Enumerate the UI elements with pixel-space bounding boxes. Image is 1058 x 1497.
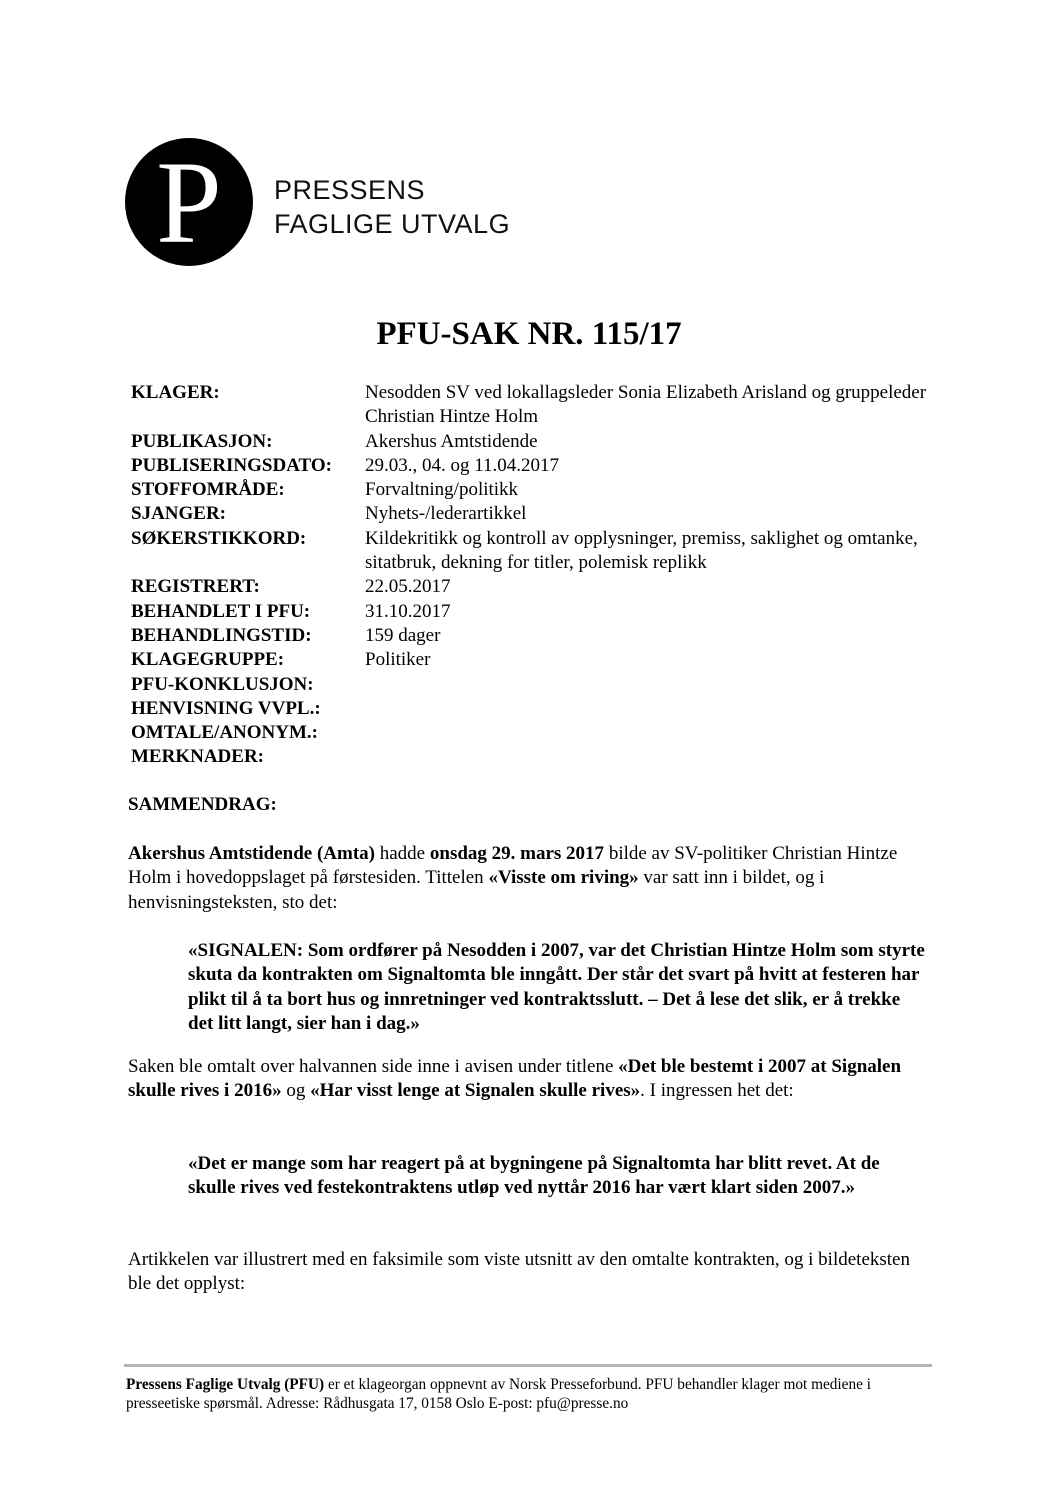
meta-row-behandlingstid: [131, 624, 931, 648]
footer-divider: [124, 1364, 932, 1367]
meta-row-publikasjon: [131, 430, 931, 454]
meta-value: 31.10.2017: [365, 600, 451, 622]
meta-row-klagegruppe: [131, 648, 931, 672]
logo-line-1: PRESSENS: [274, 175, 426, 205]
meta-value: Nyhets-/lederartikkel: [365, 503, 527, 525]
summary-heading: SAMMENDRAG:: [128, 794, 277, 815]
meta-value: Kildekritikk og kontroll av opplysninger, premiss, saklighet og omtanke, sitatbruk, dekning for titler, polemisk replikk: [365, 527, 918, 574]
bold-text: «Visste om riving»: [488, 867, 639, 889]
meta-row-omtale: [131, 721, 931, 745]
meta-label: PUBLISERINGSDATO:: [131, 454, 332, 476]
meta-label: OMTALE/ANONYM.:: [131, 722, 318, 744]
logo-letter: P: [156, 138, 222, 266]
meta-row-behandlet: [131, 600, 931, 624]
pfu-logo-mark: [125, 138, 253, 266]
body-text: hadde: [375, 843, 430, 864]
logo-line-2: FAGLIGE UTVALG: [274, 209, 511, 239]
meta-value: [365, 745, 931, 769]
meta-label: SJANGER:: [131, 503, 227, 525]
meta-label: KLAGER:: [131, 382, 220, 403]
meta-row-klager: [131, 381, 931, 430]
meta-row-sokerstikkord: [131, 527, 931, 576]
meta-row-sjanger: [131, 502, 931, 526]
body-text: . I ingressen het det:: [640, 1080, 794, 1102]
meta-value: [365, 673, 931, 697]
meta-label: PUBLIKASJON:: [131, 430, 273, 452]
meta-row-konklusjon: [131, 673, 931, 697]
meta-value: 29.03., 04. og 11.04.2017: [365, 454, 560, 476]
meta-row-henvisning: [131, 697, 931, 721]
meta-label: REGISTRERT:: [131, 576, 260, 598]
block-quote-1: «SIGNALEN: Som ordfører på Nesodden i 2007, var det Christian Hintze Holm som styrte skuta da kontrakten om Signaltomta ble inngått. Der står det svart på hvitt at festeren har plikt til å ta bort hus og innretninger ved kontraktsslutt. – Det å lese det slik, er å trekke det litt langt, sier han i dag.»: [188, 940, 925, 1035]
block-quote-2: «Det er mange som har reagert på at bygningene på Signaltomta har blitt revet. At de skulle rives ved festekontraktens utløp ved nyttår 2016 har vært klart siden 2007.»: [188, 1153, 880, 1199]
body-text: og: [281, 1080, 311, 1102]
body-text: Saken ble omtalt over halvannen side inne i avisen under titlene: [128, 1056, 619, 1077]
meta-value: Forvaltning/politikk: [365, 479, 519, 501]
meta-row-publiseringsdato: [131, 454, 931, 478]
meta-label: STOFFOMRÅDE:: [131, 479, 285, 501]
case-metadata-table: [131, 381, 931, 770]
meta-row-registrert: [131, 575, 931, 599]
meta-value: [365, 697, 931, 721]
meta-value: [365, 721, 931, 745]
body-text: var satt inn i bildet, og i henvisningsteksten, sto det:: [128, 867, 825, 913]
meta-label: HENVISNING VVPL.:: [131, 697, 321, 719]
meta-value: 159 dager: [365, 624, 441, 646]
bold-text: «Det ble bestemt i 2007 at Signalen skulle rives i 2016»: [128, 1056, 902, 1102]
logo-wordmark: [274, 173, 510, 241]
case-title: PFU-SAK NR. 115/17: [376, 316, 682, 352]
meta-label: SØKERSTIKKORD:: [131, 527, 307, 549]
bold-text: Akershus Amtstidende (Amta): [128, 843, 375, 864]
meta-row-merknader: [131, 745, 931, 769]
summary-paragraph-2: [128, 1055, 928, 1104]
footer-bold-text: Pressens Faglige Utvalg (PFU): [126, 1376, 325, 1393]
meta-row-stoffomrade: [131, 478, 931, 502]
meta-value: Akershus Amtstidende: [365, 430, 538, 452]
meta-label: BEHANDLINGSTID:: [131, 624, 312, 646]
meta-label: BEHANDLET I PFU:: [131, 600, 311, 622]
meta-label: PFU-KONKLUSJON:: [131, 673, 314, 695]
page-footer: [126, 1375, 926, 1413]
body-text: bilde av SV-politiker Christian Hintze Holm i hovedoppslaget på førstesiden. Tittelen: [128, 843, 898, 889]
meta-value: Politiker: [365, 649, 431, 671]
summary-paragraph-1: [128, 842, 928, 915]
meta-value: 22.05.2017: [365, 576, 451, 598]
bold-text: onsdag 29. mars 2017: [429, 843, 605, 864]
meta-label: MERKNADER:: [131, 746, 264, 768]
footer-text: er et klageorgan oppnevnt av Norsk Presseforbund. PFU behandler klager mot mediene i presseetiske spørsmål. Adresse: Rådhusgata 17, 0158 Oslo E-post: pfu@presse.no: [126, 1376, 871, 1412]
meta-label: KLAGEGRUPPE:: [131, 649, 285, 671]
bold-text: «Har visst lenge at Signalen skulle rives»: [310, 1080, 641, 1102]
summary-paragraph-3: Artikkelen var illustrert med en faksimile som viste utsnitt av den omtalte kontrakten, og i bildeteksten ble det opplyst:: [128, 1249, 910, 1295]
meta-value: Nesodden SV ved lokallagsleder Sonia Elizabeth Arisland og gruppeleder Christian Hintze Holm: [365, 382, 927, 428]
